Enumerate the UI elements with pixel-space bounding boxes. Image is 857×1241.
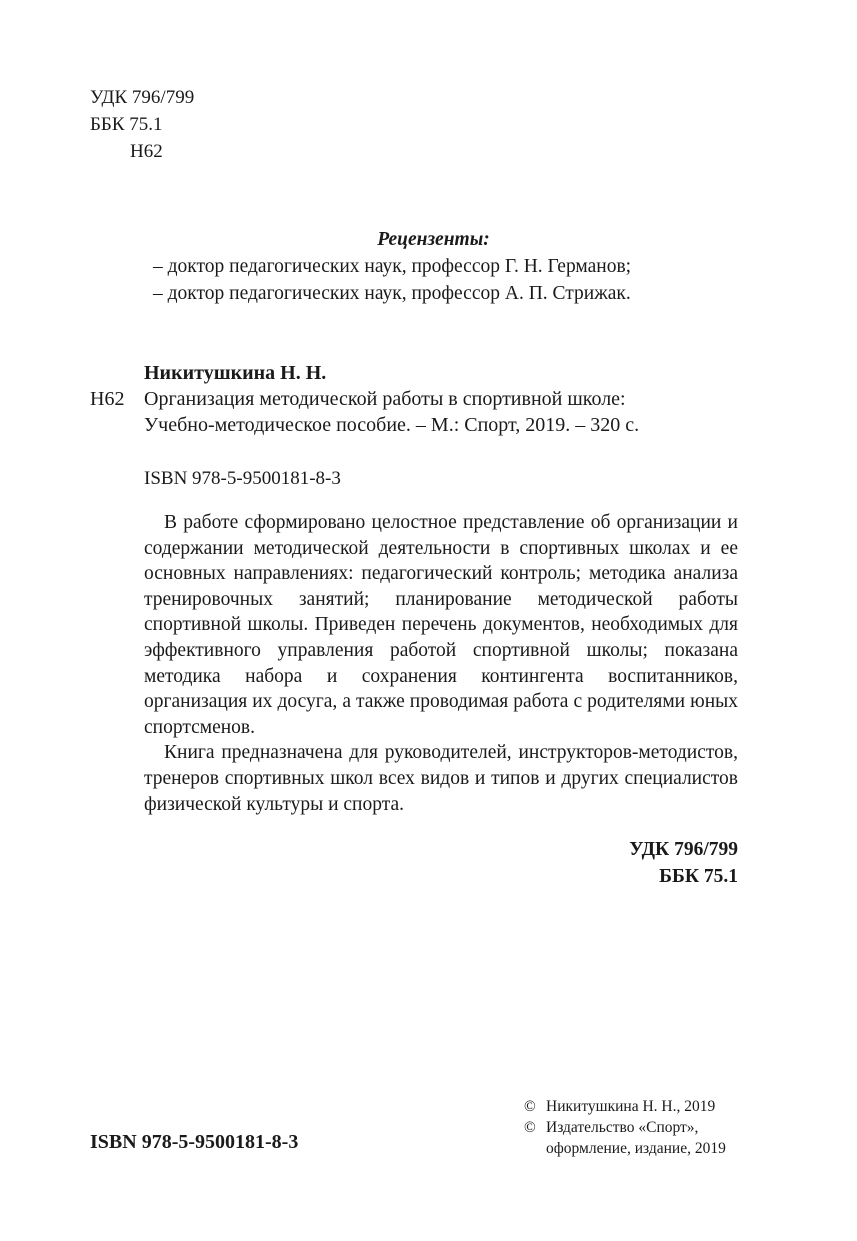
copyright-publisher-detail: оформление, издание, 2019 bbox=[546, 1140, 726, 1157]
book-title-line-2: Учебно-методическое пособие. – М.: Спорт, 2019. – 320 с. bbox=[144, 414, 640, 436]
footer-classification bbox=[629, 836, 738, 890]
abstract-paragraph-1: В работе сформировано целостное представление об организации и содержании методической деятельности в спортивных школах и ее основных направлениях: педагогический контроль; методика анализа тренировочных занятий; планирование методической работы спортивной школы. Приведен перечень документов, необходимых для эффективного управления работой спортивной школы; показана методика набора и сохранения контингента воспитанников, организация их досуга, а также проводимая работа с родителями юных спортсменов. bbox=[144, 512, 738, 738]
copyright-line-1 bbox=[524, 1096, 726, 1117]
copyright-publisher: Издательство «Спорт», bbox=[546, 1119, 699, 1136]
footer-udk: УДК 796/799 bbox=[629, 839, 738, 860]
copyright-block bbox=[524, 1096, 726, 1159]
udk-code: УДК 796/799 bbox=[90, 87, 195, 108]
footer-bbk: ББК 75.1 bbox=[659, 866, 738, 887]
copyright-icon: © bbox=[524, 1098, 536, 1115]
reviewer-2: – доктор педагогических наук, профессор А. П. Стрижак. bbox=[153, 283, 631, 304]
copyright-icon: © bbox=[524, 1119, 536, 1136]
reviewers-section bbox=[0, 226, 857, 307]
reviewer-1: – доктор педагогических наук, профессор Г. Н. Германов; bbox=[153, 256, 632, 277]
book-code: Н62 bbox=[90, 388, 125, 410]
reviewers-heading: Рецензенты: bbox=[377, 229, 490, 250]
classification-block bbox=[90, 84, 194, 165]
book-isbn: ISBN 978-5-9500181-8-3 bbox=[144, 468, 341, 489]
abstract-paragraph-2: Книга предназначена для руководителей, инструкторов-методистов, тренеров спортивных школ всех видов и типов и других специалистов физической культуры и спорта. bbox=[144, 742, 738, 815]
bbk-code: ББК 75.1 bbox=[90, 114, 163, 135]
book-title-line-1: Организация методической работы в спортивной школе: bbox=[144, 388, 626, 410]
copyright-author: Никитушкина Н. Н., 2019 bbox=[546, 1098, 716, 1115]
footer-isbn: ISBN 978-5-9500181-8-3 bbox=[90, 1131, 299, 1153]
book-author: Никитушкина Н. Н. bbox=[144, 362, 327, 384]
author-mark: Н62 bbox=[130, 141, 163, 162]
abstract bbox=[144, 510, 738, 817]
copyright-line-2 bbox=[524, 1117, 726, 1138]
copyright-line-3 bbox=[524, 1138, 726, 1159]
book-title bbox=[144, 386, 639, 438]
